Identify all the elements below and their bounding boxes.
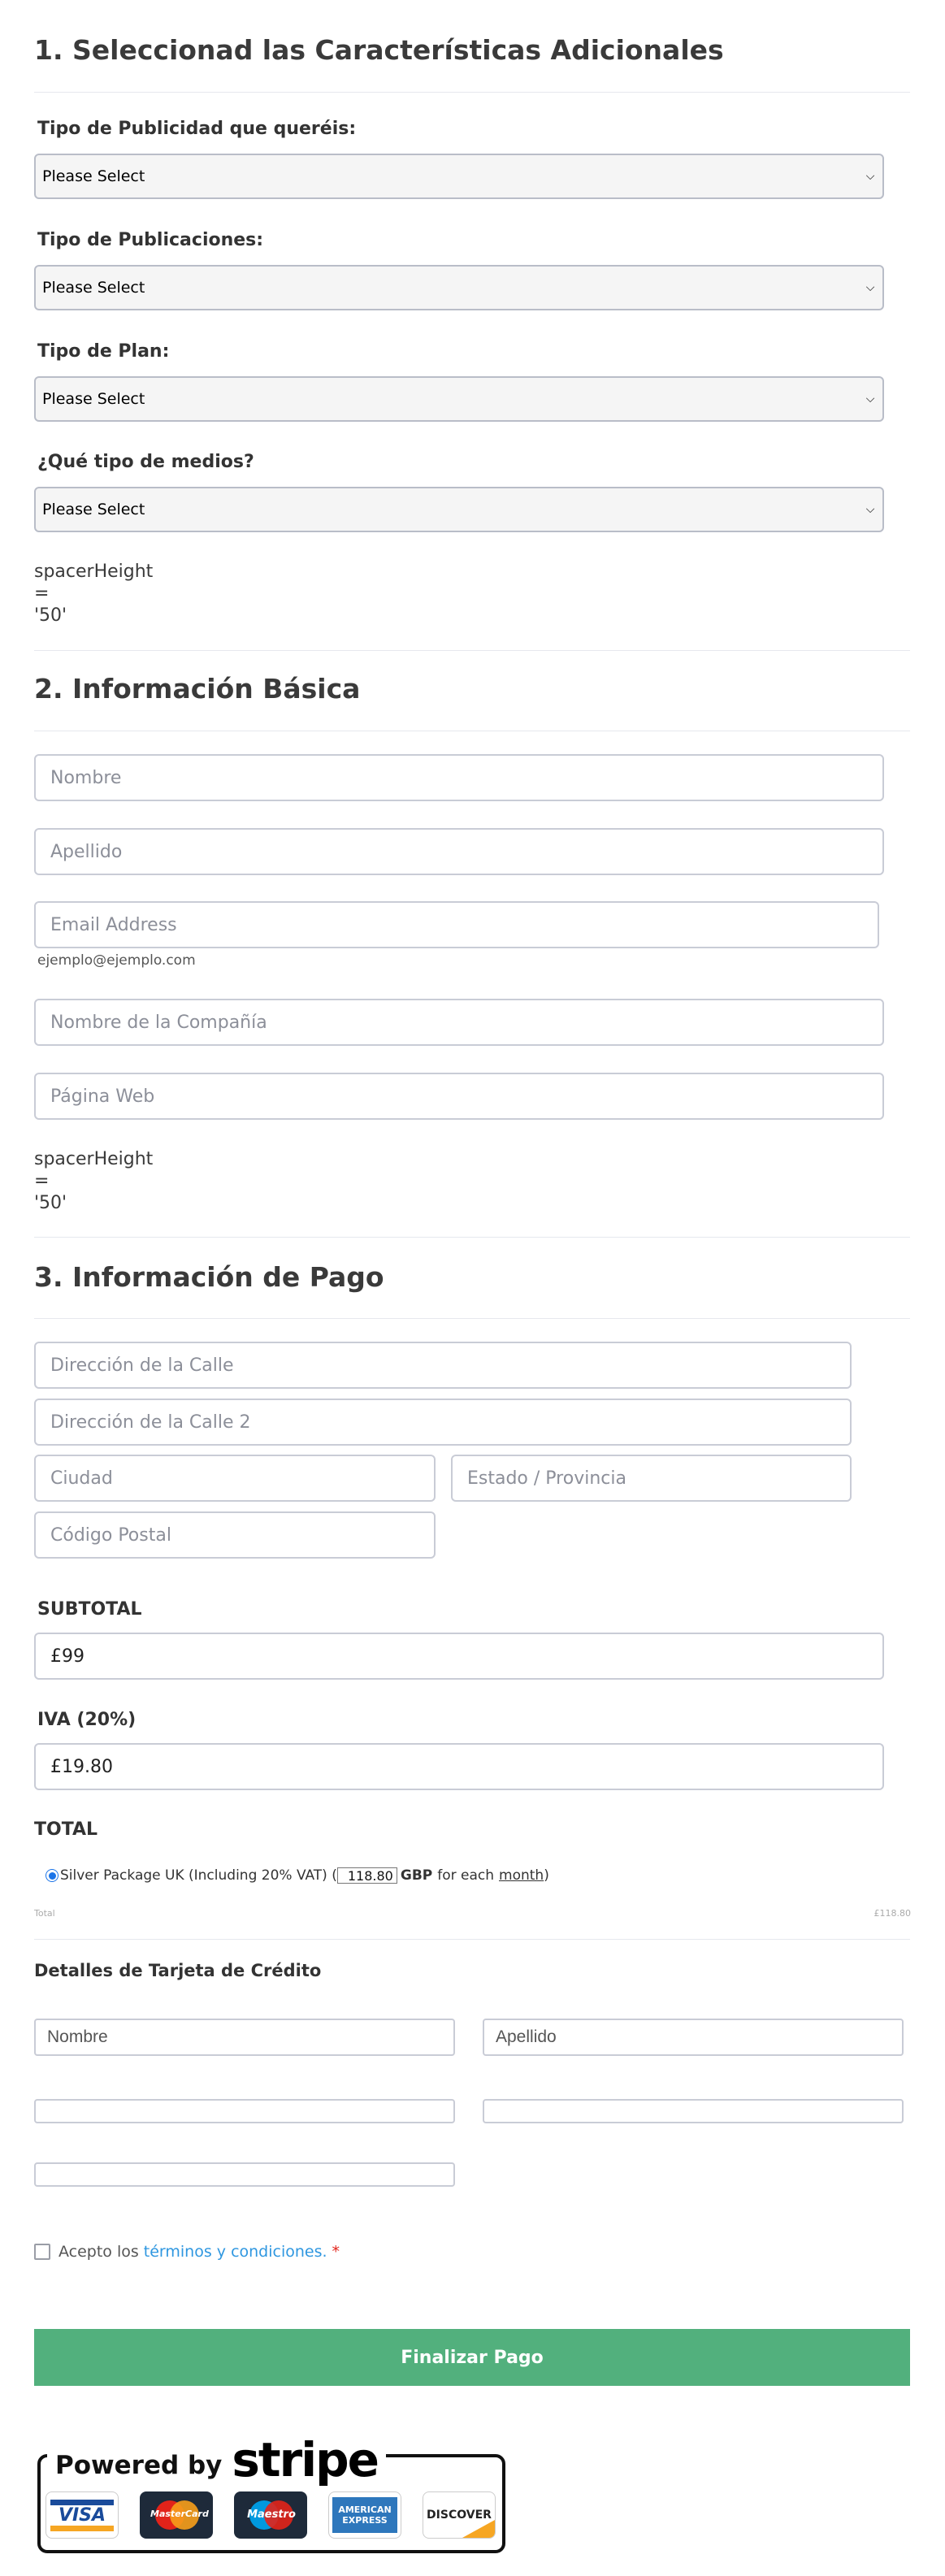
card-number-input[interactable]	[34, 2099, 455, 2123]
website-input[interactable]: Página Web	[34, 1073, 884, 1120]
select-value: Please Select	[42, 390, 145, 408]
card-cvc-input[interactable]	[34, 2162, 455, 2187]
plan-type-label: Tipo de Plan:	[37, 341, 170, 362]
select-value: Please Select	[42, 167, 145, 185]
discover-label: DISCOVER	[427, 2509, 492, 2522]
radio-dot	[49, 1872, 56, 1880]
spacer-line: spacerHeight	[34, 1149, 154, 1169]
email-hint: ejemplo@ejemplo.com	[37, 952, 196, 969]
section-3-title: 3. Información de Pago	[34, 1261, 384, 1293]
first-name-input[interactable]: Nombre	[34, 754, 884, 801]
visa-label: VISA	[58, 2504, 106, 2526]
discover-corner	[462, 2520, 495, 2538]
section-2-title: 2. Información Básica	[34, 673, 361, 705]
product-amount: 118.80	[337, 1867, 397, 1884]
card-stripe	[50, 2526, 114, 2531]
street-address-2-input[interactable]: Dirección de la Calle 2	[34, 1399, 852, 1446]
select-value: Please Select	[42, 501, 145, 518]
total-small-label: Total	[34, 1908, 55, 1919]
card-last-name-input[interactable]: Apellido	[483, 2019, 904, 2056]
card-stripe	[50, 2500, 114, 2505]
total-label: TOTAL	[34, 1819, 98, 1840]
mastercard-card-icon	[140, 2491, 213, 2539]
select-value: Please Select	[42, 279, 145, 297]
media-type-label: ¿Qué tipo de medios?	[37, 452, 254, 472]
publications-type-label: Tipo de Publicaciones:	[37, 230, 264, 250]
divider	[34, 1237, 910, 1238]
city-input[interactable]: Ciudad	[34, 1455, 436, 1502]
subtotal-label: SUBTOTAL	[37, 1599, 142, 1620]
amex-card-icon	[328, 2491, 401, 2539]
product-for-each: for each	[437, 1867, 495, 1884]
spacer-line: =	[34, 583, 50, 604]
vat-field: £19.80	[34, 1743, 884, 1790]
product-currency: GBP	[400, 1867, 433, 1884]
divider	[34, 92, 910, 93]
discover-card-icon	[423, 2491, 496, 2539]
advertising-type-label: Tipo de Publicidad que queréis:	[37, 119, 357, 139]
vat-label: IVA (20%)	[37, 1710, 137, 1730]
spacer-line: '50'	[34, 1193, 67, 1213]
stripe-heading	[47, 2432, 386, 2487]
street-address-input[interactable]: Dirección de la Calle	[34, 1342, 852, 1389]
finalize-payment-button[interactable]: Finalizar Pago	[34, 2329, 910, 2386]
card-details-title: Detalles de Tarjeta de Crédito	[34, 1961, 322, 1980]
chevron-down-icon: ⌵	[865, 503, 875, 516]
plan-type-select[interactable]	[34, 376, 884, 422]
email-input[interactable]: Email Address	[34, 901, 879, 948]
stripe-logo: stripe	[232, 2432, 378, 2487]
required-mark: *	[332, 2243, 340, 2261]
spacer-line: =	[34, 1171, 50, 1191]
spacer-line: '50'	[34, 605, 67, 626]
subtotal-field: £99	[34, 1633, 884, 1680]
powered-by-text: Powered by	[55, 2451, 223, 2480]
company-input[interactable]: Nombre de la Compañía	[34, 999, 884, 1046]
divider	[34, 650, 910, 651]
product-period-link[interactable]: month	[499, 1867, 544, 1884]
mastercard-circles	[150, 2499, 209, 2531]
spacer-text	[34, 561, 153, 627]
chevron-down-icon: ⌵	[865, 281, 875, 294]
maestro-circles	[245, 2499, 297, 2531]
last-name-input[interactable]: Apellido	[34, 828, 884, 875]
chevron-down-icon: ⌵	[865, 392, 875, 405]
maestro-card-icon	[234, 2491, 307, 2539]
terms-link[interactable]: términos y condiciones.	[143, 2243, 327, 2261]
product-radio[interactable]	[46, 1869, 59, 1882]
postal-code-input[interactable]: Código Postal	[34, 1511, 436, 1559]
total-small-value: £118.80	[873, 1908, 911, 1919]
card-first-name-input[interactable]: Nombre	[34, 2019, 455, 2056]
divider	[34, 1939, 910, 1940]
media-type-select[interactable]	[34, 487, 884, 532]
publications-type-select[interactable]	[34, 265, 884, 310]
terms-prefix: Acepto los	[59, 2243, 139, 2261]
mastercard-label: MasterCard	[150, 2509, 209, 2519]
advertising-type-select[interactable]	[34, 154, 884, 199]
amex-label: AMERICAN EXPRESS	[332, 2497, 397, 2533]
spacer-line: spacerHeight	[34, 562, 154, 582]
maestro-label: Maestro	[247, 2509, 296, 2521]
product-option	[46, 1867, 549, 1884]
section-1-title: 1. Seleccionad las Características Adicionales	[34, 34, 724, 66]
chevron-down-icon: ⌵	[865, 170, 875, 183]
state-input[interactable]: Estado / Provincia	[451, 1455, 852, 1502]
card-expiry-input[interactable]	[483, 2099, 904, 2123]
terms-row	[34, 2243, 340, 2261]
spacer-text	[34, 1148, 153, 1214]
divider	[34, 1318, 910, 1319]
visa-card-icon	[46, 2491, 119, 2539]
terms-checkbox[interactable]	[34, 2244, 50, 2260]
product-name: Silver Package UK (Including 20% VAT) (	[60, 1867, 337, 1884]
product-close: )	[544, 1867, 549, 1884]
